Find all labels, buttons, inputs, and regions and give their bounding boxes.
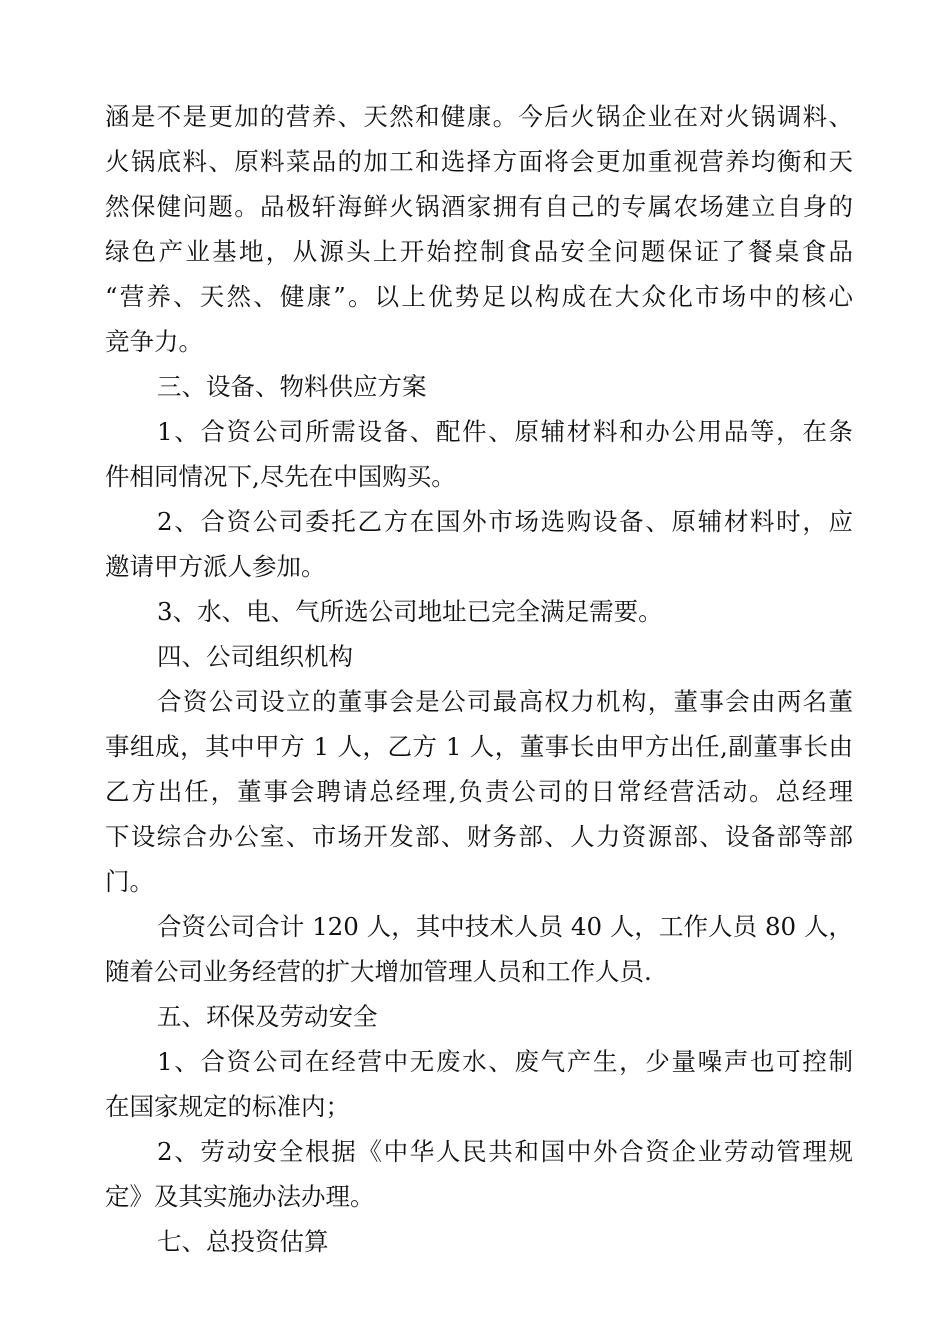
text-line: 在国家规定的标准内； <box>105 1092 350 1121</box>
text-line: 火锅底料、原料菜品的加工和选择方面将会更加重视营养均衡和天 <box>105 147 853 176</box>
text-line: 门。 <box>105 867 154 896</box>
text-line: 绿色产业基地，从源头上开始控制食品安全问题保证了餐桌食品 <box>105 237 853 266</box>
text-line: 三、设备、物料供应方案 <box>157 372 427 401</box>
text-line: 五、环保及劳动安全 <box>157 1002 378 1031</box>
document-body <box>105 94 853 1264</box>
text-line: 乙方出任，董事会聘请总经理,负责公司的日常经营活动。总经理 <box>105 777 853 806</box>
text-line: 合资公司设立的董事会是公司最高权力机构，董事会由两名董 <box>157 687 853 716</box>
text-line: 然保健问题。品极轩海鲜火锅酒家拥有自己的专属农场建立自身的 <box>105 192 853 221</box>
text-line: 随着公司业务经营的扩大增加管理人员和工作人员. <box>105 957 652 986</box>
text-line: 邀请甲方派人参加。 <box>105 552 326 581</box>
text-line: 下设综合办公室、市场开发部、财务部、人力资源部、设备部等部 <box>105 822 853 851</box>
text-line: 1、合资公司所需设备、配件、原辅材料和办公用品等，在条 <box>157 417 853 446</box>
text-line: 1、合资公司在经营中无废水、废气产生，少量噪声也可控制 <box>157 1047 853 1076</box>
text-line: 事组成，其中甲方 1 人，乙方 1 人，董事长由甲方出任,副董事长由 <box>105 732 853 761</box>
text-line: 四、公司组织机构 <box>157 642 353 671</box>
text-line: 2、劳动安全根据《中华人民共和国中外合资企业劳动管理规 <box>157 1137 853 1166</box>
text-line: 合资公司合计 120 人，其中技术人员 40 人，工作人员 80 人， <box>157 912 853 941</box>
text-line: 七、总投资估算 <box>157 1227 329 1256</box>
text-line: 3、水、电、气所选公司地址已完全满足需要。 <box>157 597 663 626</box>
text-line: 竞争力。 <box>105 327 203 356</box>
text-line: 涵是不是更加的营养、天然和健康。今后火锅企业在对火锅调料、 <box>105 102 853 131</box>
text-line: 件相同情况下,尽先在中国购买。 <box>105 462 456 491</box>
text-line: 2、合资公司委托乙方在国外市场选购设备、原辅材料时，应 <box>157 507 853 536</box>
text-line: “营养、天然、健康”。以上优势足以构成在大众化市场中的核心 <box>105 282 853 311</box>
text-line: 定》及其实施办法办理。 <box>105 1182 375 1211</box>
